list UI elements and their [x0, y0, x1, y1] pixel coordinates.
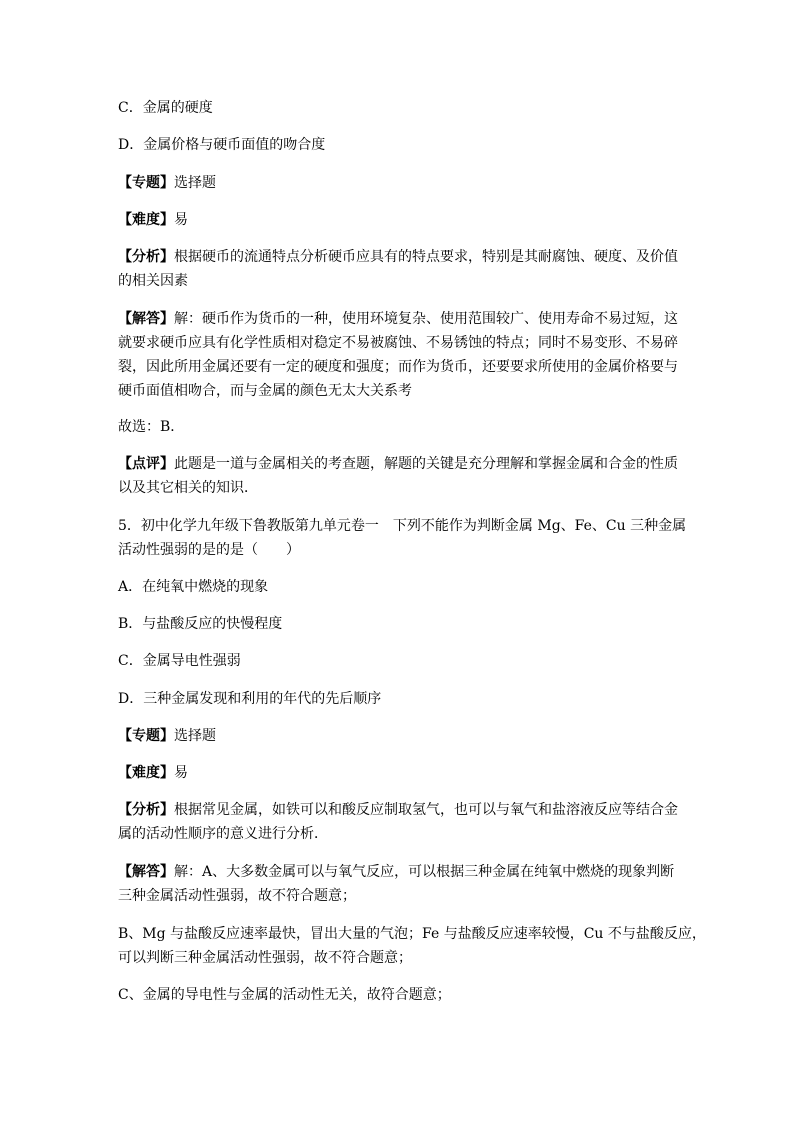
answer-block-1 — [118, 307, 676, 403]
difficulty-tag: 【难度】 — [118, 765, 174, 781]
analysis-tag: 【分析】 — [118, 249, 174, 265]
option-d: D．三种金属发现和利用的年代的先后顺序 — [118, 691, 382, 707]
answer-line: B、Mg 与盐酸反应速率最快，冒出大量的气泡；Fe 与盐酸反应速率较慢，Cu 不与盐酸反应， — [118, 926, 706, 942]
choice-line: 故选：B． — [118, 419, 185, 435]
topic-text: 选择题 — [174, 175, 216, 191]
option-c: C．金属导电性强弱 — [118, 653, 241, 669]
answer-b-explanation — [118, 922, 706, 970]
topic-tag: 【专题】 — [118, 175, 174, 191]
difficulty-text: 易 — [174, 765, 188, 781]
answer-line: 解：硬币作为货币的一种，使用环境复杂、使用范围较广、使用寿命不易过短，这 — [174, 311, 678, 327]
option-a: A．在纯氧中燃烧的现象 — [118, 579, 269, 595]
answer-block-2 — [118, 860, 676, 908]
option-d-prev: D．金属价格与硬币面值的吻合度 — [118, 137, 326, 153]
answer-c-explanation: C、金属的导电性与金属的活动性无关，故符合题意； — [118, 987, 451, 1003]
answer-tag: 【解答】 — [118, 864, 174, 880]
analysis-line: 根据硬币的流通特点分析硬币应具有的特点要求，特别是其耐腐蚀、硬度、及价值 — [174, 249, 678, 265]
comment-tag: 【点评】 — [118, 456, 174, 472]
topic-line-2 — [118, 724, 676, 748]
answer-line: 裂，因此所用金属还要有一定的硬度和强度；而作为货币，还要要求所使用的金属价格要与 — [118, 359, 678, 375]
analysis-block-1 — [118, 245, 676, 293]
answer-line: 解：A、大多数金属可以与氧气反应，可以根据三种金属在纯氧中燃烧的现象判断 — [174, 864, 675, 880]
topic-tag: 【专题】 — [118, 728, 174, 744]
difficulty-text: 易 — [174, 212, 188, 228]
question-line: 活动性强弱的是的是（ ） — [118, 542, 300, 558]
comment-line: 此题是一道与金属相关的考查题，解题的关键是充分理解和掌握金属和合金的性质 — [174, 456, 678, 472]
option-b: B．与盐酸反应的快慢程度 — [118, 616, 283, 632]
analysis-line: 属的活动性顺序的意义进行分析． — [118, 826, 328, 842]
analysis-line: 根据常见金属，如铁可以和酸反应制取氢气，也可以与氧气和盐溶液反应等结合金 — [174, 802, 678, 818]
difficulty-line-1 — [118, 208, 676, 232]
question-line: 5．初中化学九年级下鲁教版第九单元卷一 下列不能作为判断金属 Mg、Fe、Cu 三种金属 — [118, 518, 687, 534]
answer-line: 可以判断三种金属活动性强弱，故不符合题意； — [118, 950, 412, 966]
comment-block — [118, 452, 676, 500]
analysis-line: 的相关因素 — [118, 273, 188, 289]
difficulty-tag: 【难度】 — [118, 212, 174, 228]
topic-text: 选择题 — [174, 728, 216, 744]
question-5 — [118, 514, 687, 562]
answer-line: 三种金属活动性强弱，故不符合题意； — [118, 888, 356, 904]
answer-line: 就要求硬币应具有化学性质相对稳定不易被腐蚀、不易锈蚀的特点；同时不易变形、不易碎 — [118, 335, 678, 351]
difficulty-line-2 — [118, 761, 676, 785]
comment-line: 以及其它相关的知识． — [118, 480, 258, 496]
answer-tag: 【解答】 — [118, 311, 174, 327]
analysis-block-2 — [118, 798, 676, 846]
topic-line-1 — [118, 171, 676, 195]
answer-line: 硬币面值相吻合，而与金属的颜色无太大关系考 — [118, 383, 412, 399]
analysis-tag: 【分析】 — [118, 802, 174, 818]
option-c-prev: C．金属的硬度 — [118, 100, 213, 116]
